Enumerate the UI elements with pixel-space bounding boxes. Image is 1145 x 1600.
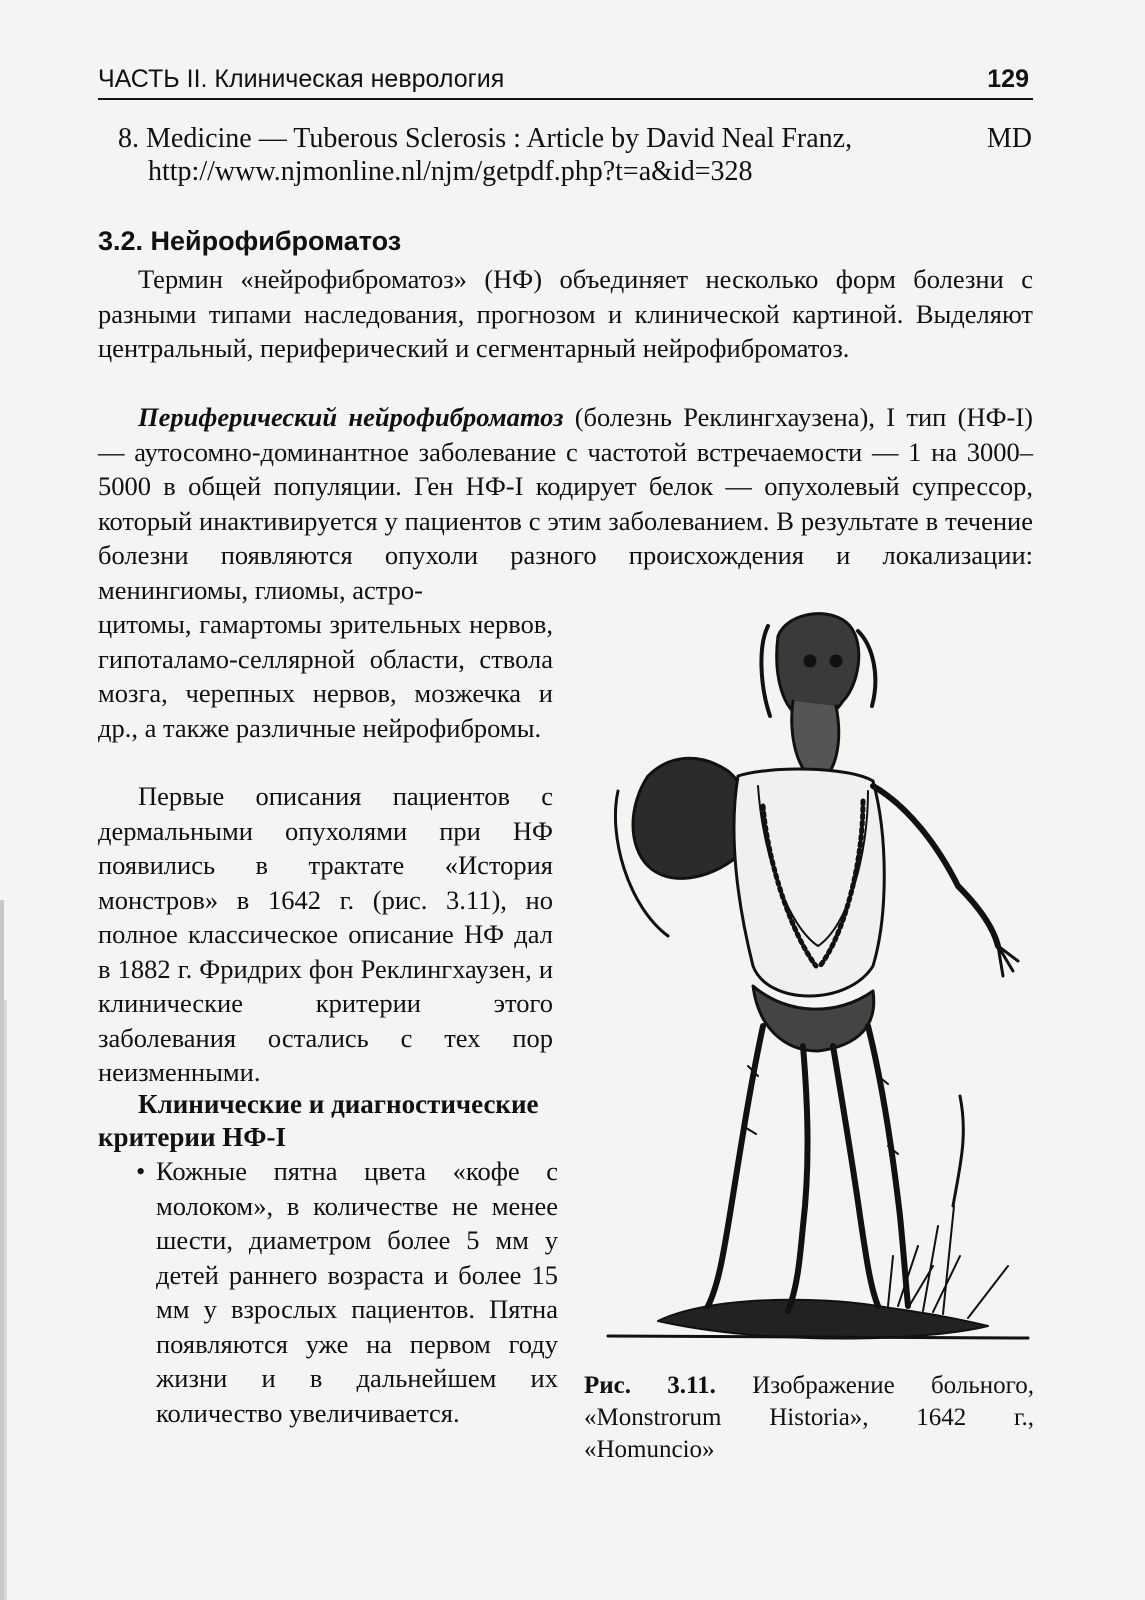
reference-item [118, 122, 1032, 188]
figure-caption [584, 1370, 1034, 1466]
criteria-list [128, 1154, 558, 1430]
caption-label: Рис. 3.11. [584, 1372, 716, 1399]
criteria-heading-text: Клинические и диагностические критерии НФ-I [98, 1089, 539, 1152]
criteria-heading [98, 1088, 558, 1154]
intro-paragraph [98, 262, 1033, 366]
homuncio-illustration [588, 606, 1033, 1351]
caption-text: Изображение больного, «Monstrorum Historia», 1642 г., «Homuncio» [584, 1372, 1034, 1463]
peripheral-text: (болезнь Реклингхаузена), I тип (НФ-I) — аутосомно-доминантное заболевание с частотой встречаемости — 1 на 3000–5000 в общей популяции. Ген НФ-I кодирует белок — опухолевый супрессор, который инактивируется у пациентов с этим заболеванием. В результате в течение болезни появляются опухоли разного происхождения и локализации: менингиомы, глиомы, астро- [98, 402, 1033, 605]
peripheral-tail: цитомы, гамартомы зрительных нервов, гипоталамо-селлярной области, ствола мозга, черепных нервов, мозжечка и др., а также различные нейрофибромы. [98, 609, 553, 743]
scan-edge-noise [0, 900, 10, 1600]
reference-number: 8. [118, 123, 139, 154]
bullet-icon: • [136, 1156, 146, 1186]
history-paragraph [98, 779, 553, 1090]
running-title: ЧАСТЬ II. Клиническая неврология [98, 65, 505, 93]
intro-text: Термин «нейрофиброматоз» (НФ) объединяет несколько форм болезни с разными типами наследования, прогнозом и клинической картиной. Выделяют центральный, периферический и сегментарный нейрофиброматоз. [98, 264, 1033, 363]
history-text: Первые описания пациентов с дермальными опухолями при НФ появились в трактате «История монстров» в 1642 г. (рис. 3.11), но полное классическое описание НФ дал в 1882 г. Фридрих фон Реклингхаузен, и клинические критерии этого заболевания остались с тех пор неизменными. [98, 781, 553, 1087]
reference-text: Medicine — Tuberous Sclerosis : Article by David Neal Franz, [146, 123, 853, 154]
list-item [128, 1154, 558, 1430]
criteria-item-text: Кожные пятна цвета «кофе с молоком», в количестве не менее шести, диаметром более 5 мм у детей раннего возраста и более 15 мм у взрослых пациентов. Пятна появляются уже на первом году жизни и в дальнейшем их количество увеличивается. [156, 1156, 558, 1428]
reference-url: http://www.njmonline.nl/njm/getpdf.php?t=a&id=328 [148, 156, 753, 187]
reference-text-end: MD [986, 123, 1032, 154]
peripheral-term: Периферический нейрофиброматоз [138, 402, 564, 432]
section-title: 3.2. Нейрофиброматоз [98, 226, 402, 256]
page-number: 129 [987, 65, 1029, 93]
running-header [98, 62, 1033, 100]
